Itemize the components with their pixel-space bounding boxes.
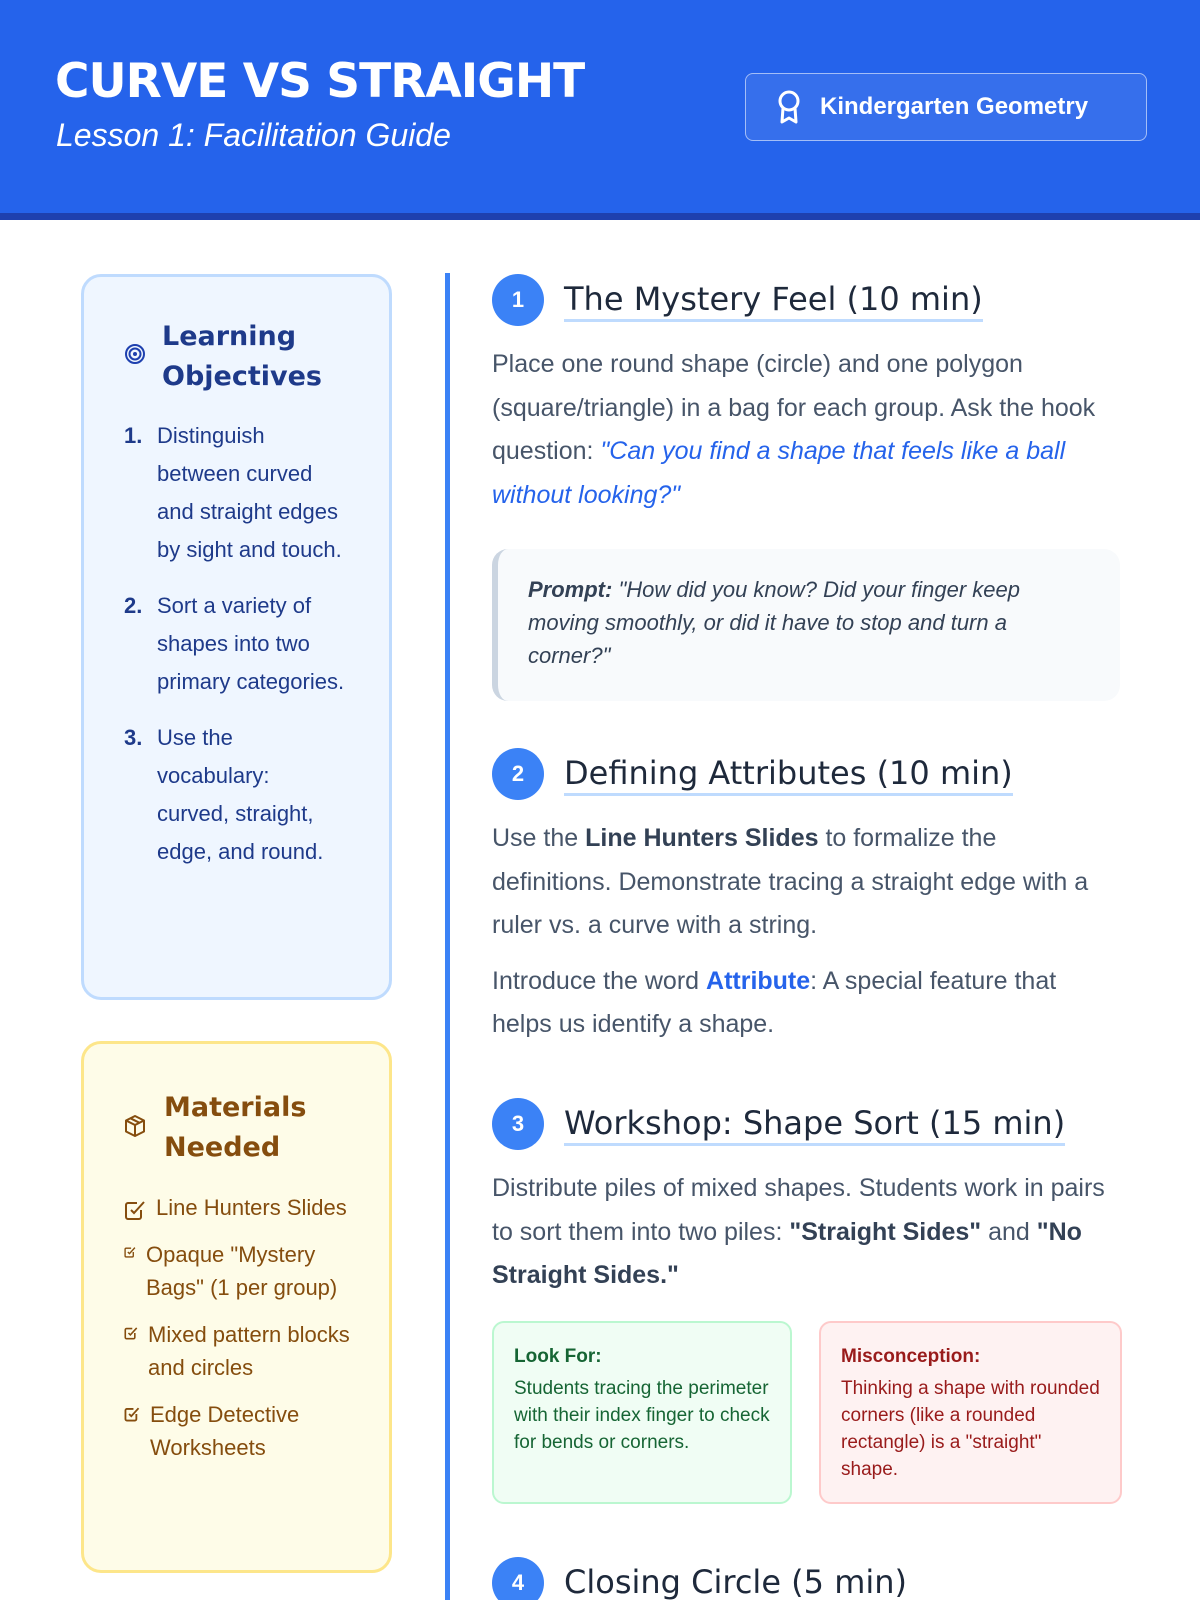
text-segment: to formalize the definitions. Demonstrate tracing a straight edge with a ruler vs. a curve with a string.	[492, 824, 1089, 939]
look-for-label: Look For:	[514, 1346, 602, 1367]
text-segment: Place one round shape (circle) and one polygon (square/triangle) in a bag for each group. Ask the hook question:	[492, 350, 1096, 465]
section-mystery-feel	[492, 274, 1122, 701]
section-title: Closing Circle (5 min)	[564, 1562, 907, 1600]
section-title: Defining Attributes (10 min)	[564, 753, 1013, 796]
section-header	[492, 1098, 1122, 1150]
materials-list	[124, 1191, 374, 1478]
hook-question: "Can you find a shape that feels like a ball without looking?"	[492, 437, 1066, 509]
page-title: CURVE VS STRAIGHT	[55, 54, 585, 109]
item-text: Opaque "Mystery Bags" (1 per group)	[146, 1242, 338, 1300]
list-item	[124, 417, 354, 569]
step-number-badge: 3	[492, 1098, 544, 1150]
list-item	[124, 1398, 374, 1464]
section-text	[492, 817, 1122, 948]
timeline-divider	[445, 273, 450, 1600]
objectives-header	[124, 317, 322, 397]
item-text: Sort a variety of shapes into two primary categories.	[157, 593, 345, 694]
checkbox-icon	[124, 1406, 140, 1422]
pile-label: "Straight Sides"	[789, 1217, 982, 1246]
list-item	[124, 1191, 374, 1224]
grade-badge	[745, 73, 1147, 141]
section-text	[492, 960, 1122, 1047]
section-title: Workshop: Shape Sort (15 min)	[564, 1103, 1065, 1146]
item-text: Mixed pattern blocks and circles	[148, 1322, 350, 1380]
section-closing-circle	[492, 1557, 1122, 1600]
step-number-badge: 4	[492, 1557, 544, 1600]
section-header	[492, 748, 1122, 800]
misconception-label: Misconception:	[841, 1346, 981, 1367]
section-header	[492, 1557, 1122, 1600]
item-text: Edge Detective Worksheets	[150, 1402, 300, 1460]
step-number-badge: 1	[492, 274, 544, 326]
section-shape-sort	[492, 1098, 1122, 1298]
text-segment: Use the	[492, 824, 586, 852]
look-for-box	[492, 1321, 792, 1504]
prompt-label: Prompt:	[528, 577, 613, 602]
prompt-text: "How did you know? Did your finger keep moving smoothly, or did it have to stop and turn a corner?"	[528, 577, 1021, 668]
checkbox-icon	[124, 1246, 136, 1258]
list-item	[124, 719, 354, 871]
page-subtitle: Lesson 1: Facilitation Guide	[56, 117, 451, 153]
misconception-box	[819, 1321, 1122, 1504]
list-item	[124, 1318, 374, 1384]
checkbox-icon	[124, 1199, 146, 1221]
section-text	[492, 1167, 1122, 1298]
objectives-title: Learning Objectives	[162, 321, 322, 392]
checkbox-icon	[124, 1326, 138, 1340]
materials-title: Materials Needed	[164, 1092, 307, 1163]
section-header	[492, 274, 1122, 326]
misconception-text: Thinking a shape with rounded corners (like a rounded rectangle) is a "straight" shape.	[841, 1378, 1100, 1480]
materials-header	[124, 1088, 324, 1168]
list-item	[124, 587, 354, 701]
prompt-callout	[492, 549, 1120, 701]
section-defining-attributes	[492, 748, 1122, 1047]
item-text: Distinguish between curved and straight edges by sight and touch.	[157, 423, 342, 562]
vocabulary-term: Attribute	[706, 966, 811, 995]
section-title: The Mystery Feel (10 min)	[564, 279, 983, 322]
item-number: 1.	[124, 423, 143, 448]
item-number: 2.	[124, 593, 143, 618]
resource-name: Line Hunters Slides	[585, 824, 819, 852]
text-segment: Distribute piles of mixed shapes. Students work in pairs to sort them into two piles:	[492, 1174, 1105, 1246]
award-ribbon-icon	[776, 89, 802, 125]
learning-objectives-card	[81, 274, 392, 1000]
callout-boxes	[492, 1321, 1122, 1504]
text-segment: Introduce the word	[492, 966, 707, 995]
badge-label: Kindergarten Geometry	[820, 93, 1089, 120]
look-for-text: Students tracing the perimeter with their index finger to check for bends or corners.	[514, 1378, 770, 1453]
objectives-list	[124, 417, 354, 889]
item-text: Use the vocabulary: curved, straight, edge, and round.	[157, 725, 324, 864]
text-segment: and	[981, 1217, 1037, 1246]
pile-label: "No Straight Sides."	[492, 1217, 1082, 1289]
target-icon	[124, 343, 146, 365]
list-item	[124, 1238, 374, 1304]
box-icon	[124, 1114, 146, 1138]
section-text	[492, 343, 1122, 517]
materials-card	[81, 1041, 392, 1573]
item-number: 3.	[124, 725, 143, 750]
item-text: Line Hunters Slides	[156, 1195, 347, 1220]
text-segment: : A special feature that helps us identify a shape.	[492, 966, 1057, 1038]
page-header	[0, 0, 1200, 220]
step-number-badge: 2	[492, 748, 544, 800]
